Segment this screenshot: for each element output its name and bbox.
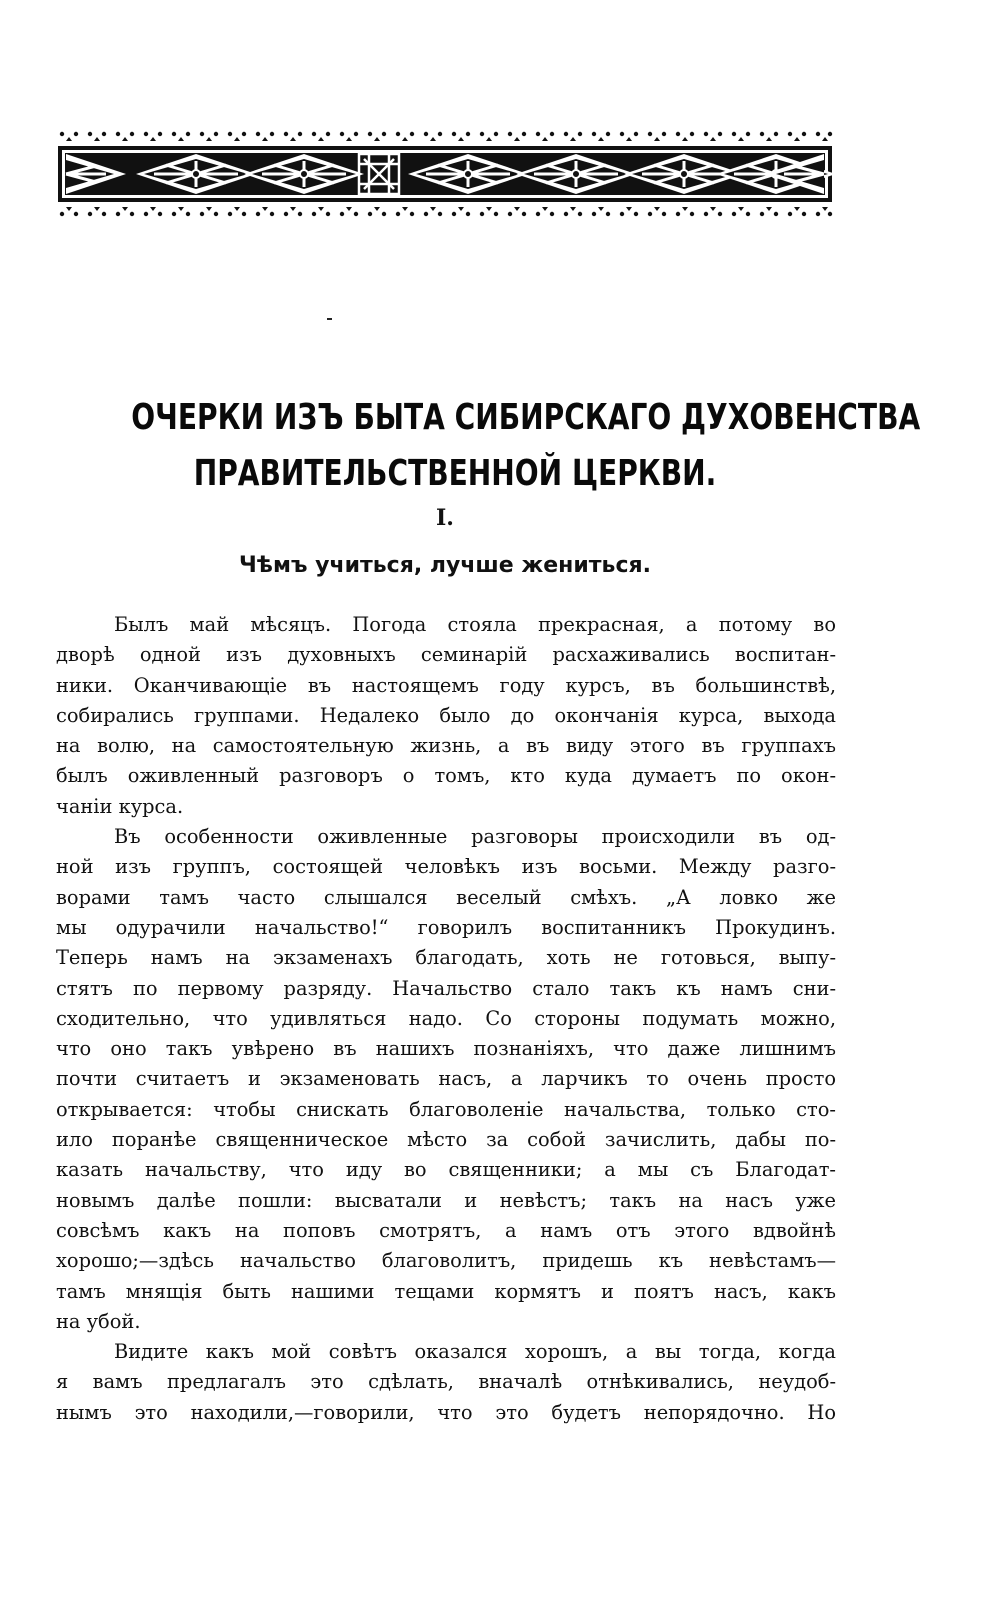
text-line: тамъ мнящія быть нашими тещами кормятъ и поятъ насъ, какъ <box>56 1279 836 1303</box>
text-line: совсѣмъ какъ на поповъ смотрятъ, а намъ отъ этого вдвойнѣ <box>56 1218 836 1242</box>
text-line: нымъ это находили,—говорили, что это будетъ непорядочно. Но <box>56 1400 836 1424</box>
text-line: мы одурачили начальство!“ говорилъ воспитанникъ Прокудинъ. <box>56 915 836 939</box>
text-line: дворѣ одной изъ духовныхъ семинарій расхаживались воспитан- <box>56 643 836 667</box>
chapter-number: I. <box>436 505 454 531</box>
text-line: я вамъ предлагалъ это сдѣлать, вначалѣ отнѣкивались, неудоб- <box>56 1370 836 1394</box>
text-line: чаніи курса. <box>56 794 184 818</box>
article-title <box>40 390 921 502</box>
paragraph-1 <box>56 610 836 822</box>
text-line: ники. Оканчивающіе въ настоящемъ году курсъ, въ большинствѣ, <box>56 673 836 697</box>
text-line: сходительно, что удивляться надо. Со стороны подумать можно, <box>56 1006 836 1030</box>
text-line: Былъ май мѣсяцъ. Погода стояла прекрасная, а потому во <box>114 613 836 636</box>
text-line: ило поранѣе священническое мѣсто за собой зачислить, дабы по- <box>56 1128 836 1152</box>
paragraph-2 <box>56 822 836 1337</box>
text-line: собирались группами. Недалеко было до окончанія курса, выхода <box>56 703 836 727</box>
text-line: что оно такъ увѣрено въ нашихъ познаніяхъ, что даже лишнимъ <box>56 1037 836 1061</box>
text-line: былъ оживленный разговоръ о томъ, кто куда думаетъ по окон- <box>56 764 836 788</box>
text-line: Видите какъ мой совѣтъ оказался хорошъ, а вы тогда, когда <box>114 1340 836 1364</box>
text-line: открывается: чтобы снискать благоволеніе начальства, только сто- <box>56 1097 836 1121</box>
print-speck <box>327 318 332 320</box>
text-line: казать начальству, что иду во священники; а мы съ Благодат- <box>56 1158 836 1182</box>
text-line: Теперь намъ на экзаменахъ благодать, хоть не готовься, выпу- <box>56 946 836 970</box>
body-text <box>56 610 836 1428</box>
title-line-1: ОЧЕРКИ ИЗЪ БЫТА СИБИРСКАГО ДУХОВЕНСТВА <box>131 397 921 438</box>
text-line: почти считаетъ и экзаменовать насъ, а ларчикъ то очень просто <box>56 1067 836 1091</box>
text-line: новымъ далѣе пошли: высватали и невѣстъ; такъ на насъ уже <box>56 1188 836 1212</box>
chapter-title: Чѣмъ учиться, лучше жениться. <box>239 553 651 578</box>
text-line: ной изъ группъ, состоящей человѣкъ изъ восьми. Между разго- <box>56 855 836 879</box>
text-line: хорошо;—здѣсь начальство благоволитъ, придешь къ невѣстамъ— <box>56 1249 836 1273</box>
text-line: на волю, на самостоятельную жизнь, а въ виду этого въ группахъ <box>56 734 836 758</box>
text-line: ворами тамъ часто слышался веселый смѣхъ. „А ловко же <box>56 885 836 909</box>
text-line: Въ особенности оживленные разговоры происходили въ од- <box>114 825 836 849</box>
paragraph-3 <box>56 1337 836 1428</box>
ornament-band-icon <box>56 128 834 220</box>
text-line: стятъ по первому разряду. Начальство стало такъ къ намъ сни- <box>56 976 836 1000</box>
title-line-2: ПРАВИТЕЛЬСТВЕННОЙ ЦЕРКВИ. <box>193 453 717 494</box>
text-line: на убой. <box>56 1309 141 1333</box>
